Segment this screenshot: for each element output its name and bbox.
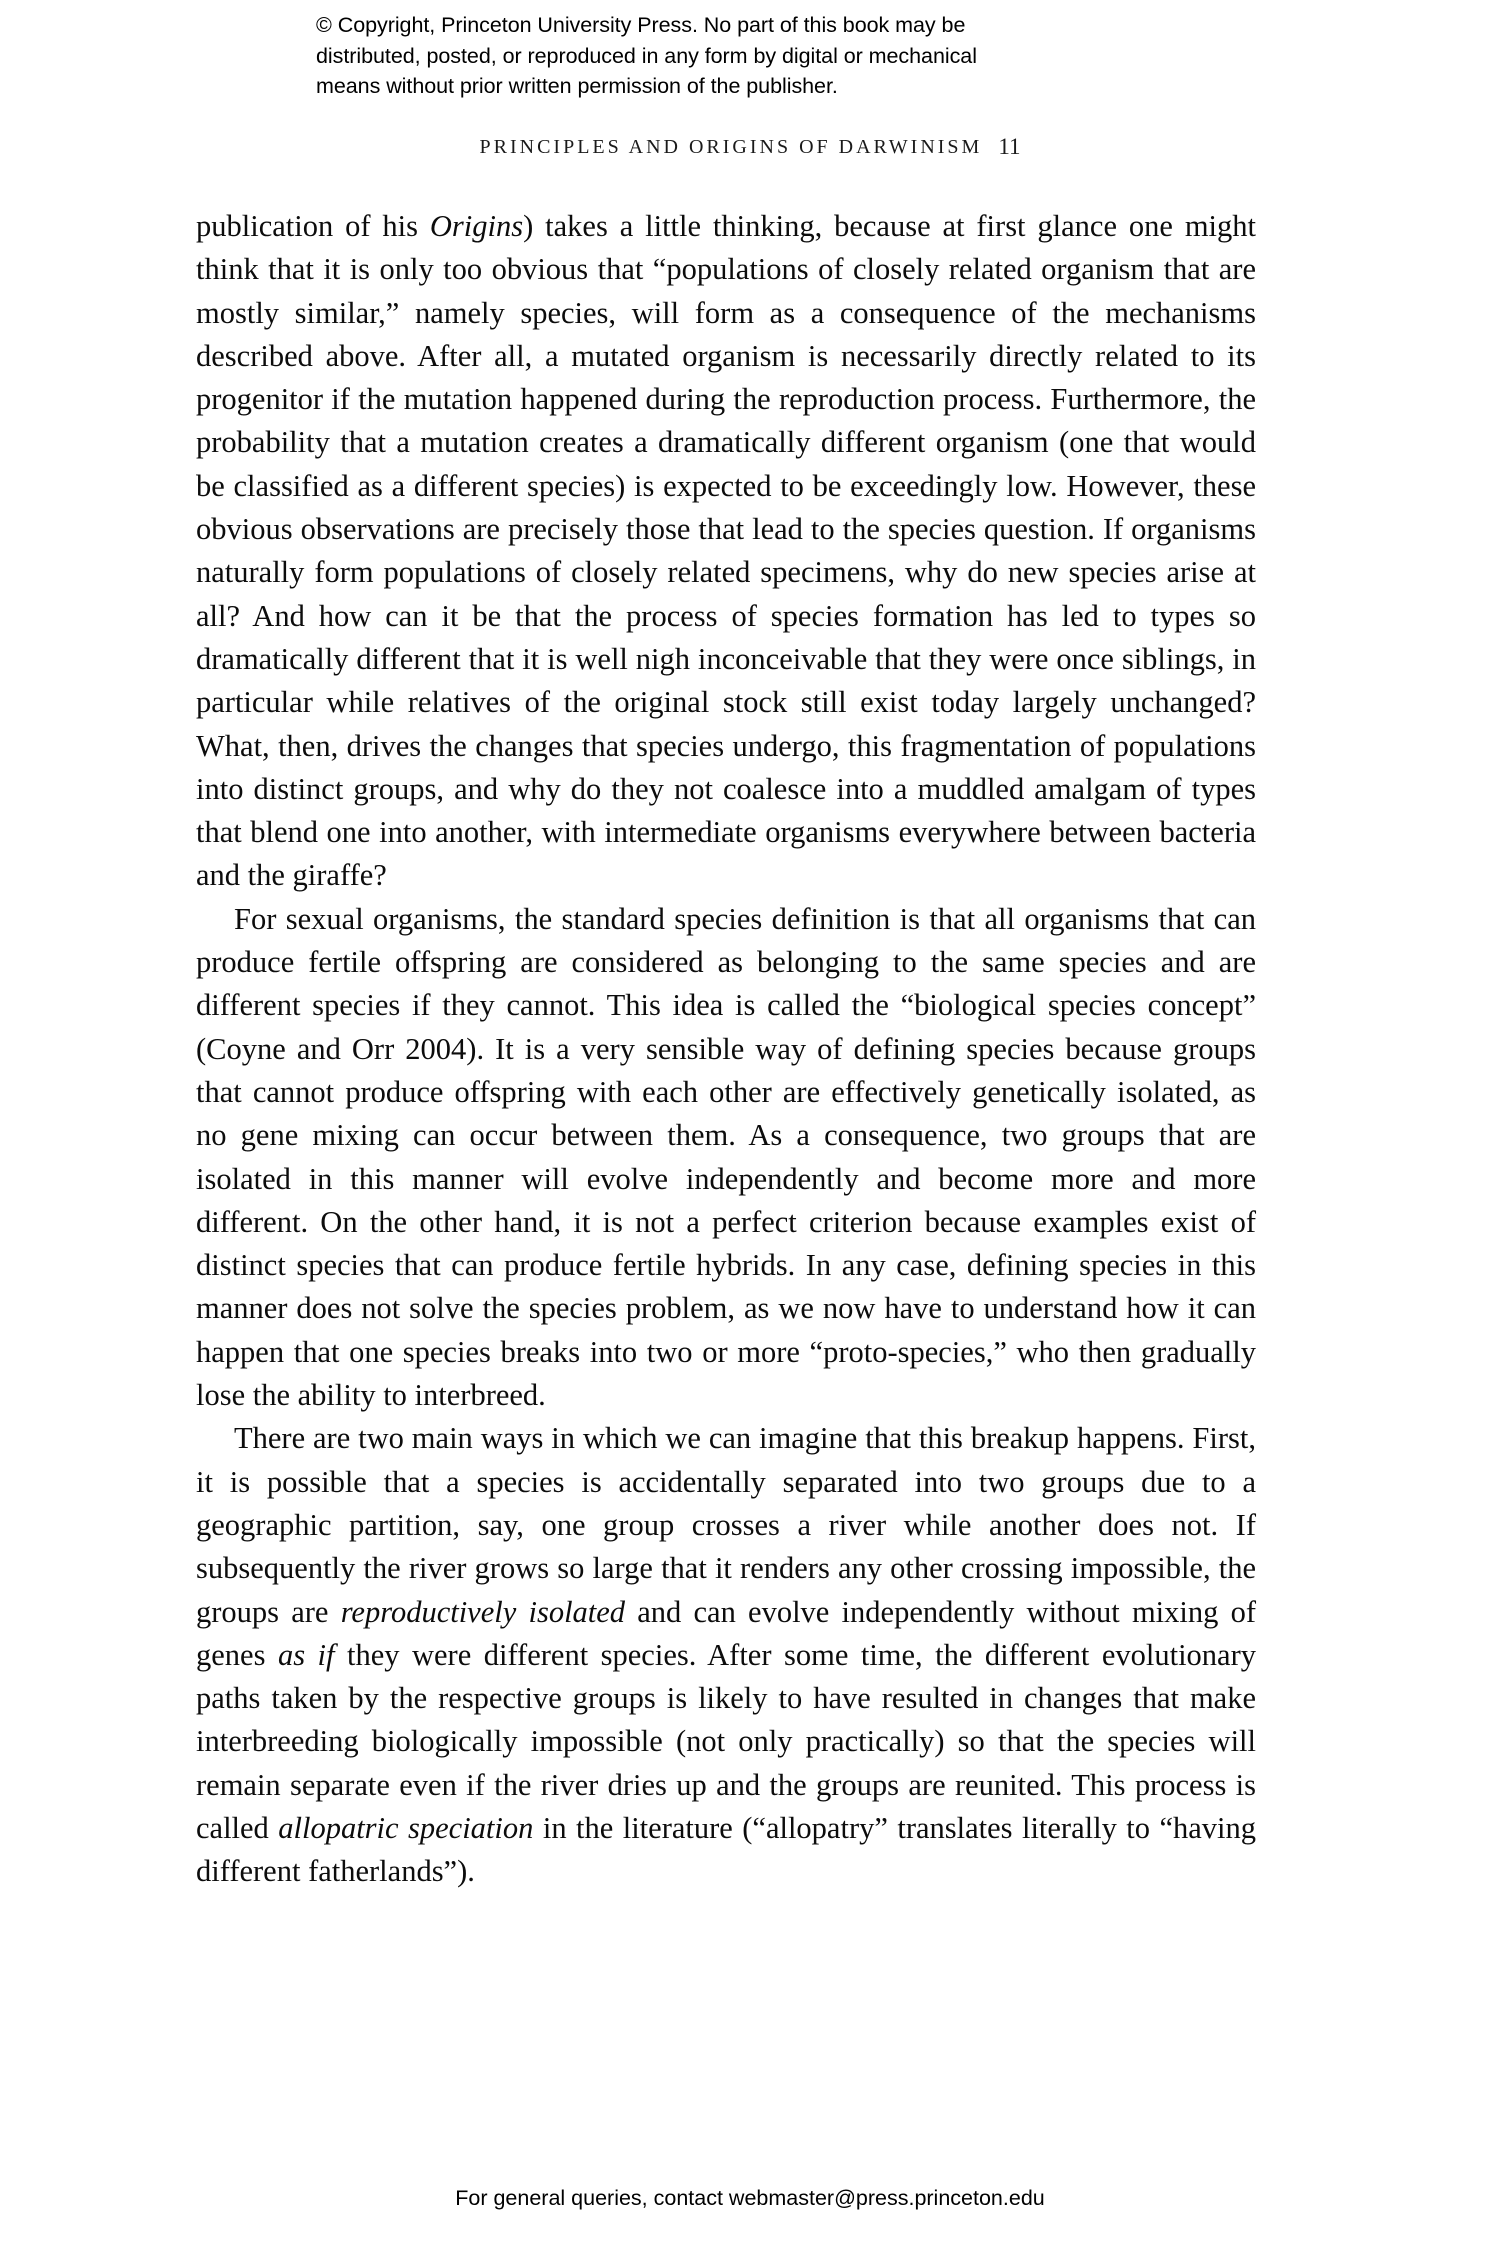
paragraph-3-italic-allopatric-speciation: allopatric speciation bbox=[278, 1810, 534, 1845]
paragraph-1 bbox=[196, 205, 1256, 898]
copyright-notice-line-3: means without prior written permission of the publisher. bbox=[316, 74, 838, 98]
paragraph-2 bbox=[196, 898, 1256, 1418]
paragraph-3-segment-3: they were different species. After some time, the different evolutionary paths taken by the respective groups is likely to have resulted in changes that make interbreeding biologically impossible (not only practically) so that the species will remain separate even if the river dries up and the groups are reunited. This process is called bbox=[196, 1637, 1256, 1845]
paragraph-1-segment-2: ) takes a little thinking, because at first glance one might think that it is only too obvious that “populations of closely related organism that are mostly similar,” namely species, will form as a consequence of the mechanisms described above. After all, a mutated organism is necessarily directly related to its progenitor if the mutation happened during the reproduction process. Furthermore, the probability that a mutation creates a dramatically different organism (one that would be classified as a different species) is expected to be exceedingly low. However, these obvious observations are precisely those that lead to the species question. If organisms naturally form populations of closely related specimens, why do new species arise at all? And how can it be that the process of species formation has led to types so dramatically different that it is well nigh inconceivable that they were once siblings, in particular while relatives of the original stock still exist today largely unchanged? What, then, drives the changes that species undergo, this fragmentation of populations into distinct groups, and why do they not coalesce into a muddled amalgam of types that blend one into another, with intermediate organisms everywhere between bacteria and the giraffe? bbox=[196, 209, 1256, 893]
running-head-title: PRINCIPLES AND ORIGINS OF DARWINISM bbox=[479, 136, 983, 158]
paragraph-3-segment-1: There are two main ways in which we can imagine that this breakup happens. First, it is possible that a species is accidentally separated into two groups due to a geographic partition, say, one group crosses a river while another does not. If subsequently the river grows so large that it renders any other crossing impossible, the groups are bbox=[196, 1421, 1256, 1629]
paragraph-3-italic-as-if: as if bbox=[277, 1637, 335, 1672]
paragraph-2-text: For sexual organisms, the standard species definition is that all organisms that can produce fertile offspring are considered as belonging to the same species and are different species if they cannot. This idea is called the “biological species concept” (Coyne and Orr 2004). It is a very sensible way of defining species because groups that cannot produce offspring with each other are effectively genetically isolated, as no gene mixing can occur between them. As a consequence, two groups that are isolated in this manner will evolve independently and become more and more different. On the other hand, it is not a perfect criterion because examples exist of distinct species that can produce fertile hybrids. In any case, defining species in this manner does not solve the species problem, as we now have to understand how it can happen that one species breaks into two or more “proto-species,” who then gradually lose the ability to interbreed. bbox=[196, 901, 1256, 1413]
footer-query-note: For general queries, contact webmaster@press.princeton.edu bbox=[455, 2186, 1045, 2210]
paragraph-3 bbox=[196, 1417, 1256, 1893]
copyright-notice bbox=[316, 10, 1176, 102]
running-head bbox=[0, 133, 1500, 159]
paragraph-1-italic-origins: Origins bbox=[429, 209, 524, 243]
paragraph-3-segment-2: and can evolve independently without mixing of genes bbox=[196, 1594, 1256, 1672]
page-number: 11 bbox=[998, 134, 1021, 159]
copyright-notice-line-2: distributed, posted, or reproduced in any form by digital or mechanical bbox=[316, 43, 977, 68]
body-text bbox=[196, 205, 1256, 1894]
paragraph-1-segment-1: publication of his bbox=[196, 209, 430, 243]
paragraph-3-segment-4: in the literature (“allopatry” translates literally to “having different fatherlands”). bbox=[196, 1810, 1256, 1889]
paragraph-3-italic-reproductively-isolated: reproductively isolated bbox=[340, 1594, 626, 1629]
copyright-notice-line-1: © Copyright, Princeton University Press. No part of this book may be bbox=[316, 13, 966, 37]
